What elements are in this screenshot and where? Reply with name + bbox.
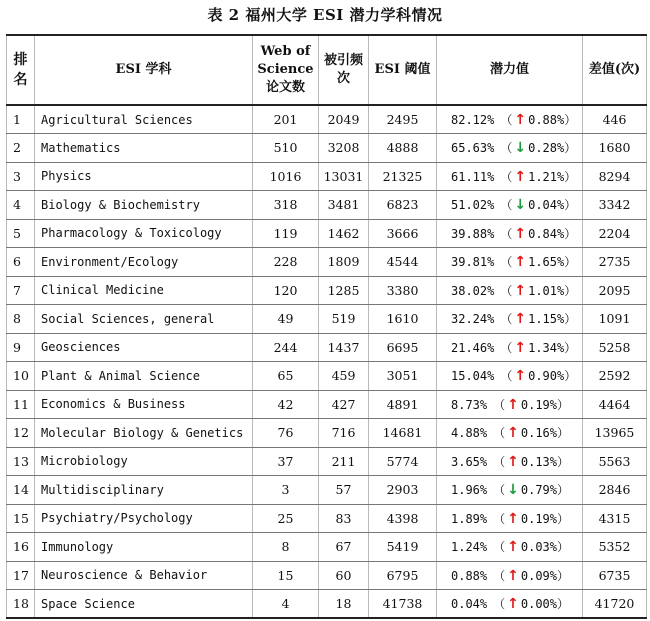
gap-cell: 41720 (583, 590, 647, 619)
close-paren: ） (557, 568, 570, 583)
subject-cell: Mathematics (35, 134, 253, 163)
close-paren: ） (564, 255, 577, 270)
open-paren: （ (493, 454, 506, 469)
arrow-up-icon: ↑ (507, 453, 519, 470)
table-row (7, 390, 647, 419)
rank-cell: 11 (7, 390, 35, 419)
gap-cell: 2592 (583, 362, 647, 391)
potential-value: 4.88% (451, 426, 488, 441)
table-row (7, 333, 647, 362)
subject-cell: Clinical Medicine (35, 276, 253, 305)
table-row (7, 533, 647, 562)
potential-cell (437, 447, 583, 476)
citations-cell: 211 (319, 447, 369, 476)
potential-value: 82.12% (451, 113, 495, 127)
close-paren: ） (557, 540, 570, 555)
gap-cell: 4315 (583, 504, 647, 533)
potential-value: 38.02% (451, 283, 495, 298)
header-esi-threshold: ESI 阈值 (369, 35, 437, 105)
subject-cell: Geosciences (35, 333, 253, 362)
change-value: 0.16% (520, 426, 557, 441)
change-value: 1.21% (528, 169, 565, 184)
threshold-cell: 4398 (369, 504, 437, 533)
wos-papers-cell: 119 (253, 219, 319, 248)
table-row (7, 504, 647, 533)
potential-change (493, 540, 569, 554)
wos-papers-cell: 4 (253, 590, 319, 619)
table-row (7, 561, 647, 590)
close-paren: ） (564, 226, 577, 241)
potential-cell (437, 105, 583, 134)
wos-papers-cell: 37 (253, 447, 319, 476)
open-paren: （ (500, 113, 513, 127)
change-value: 0.84% (528, 226, 565, 241)
arrow-up-icon: ↑ (507, 396, 519, 413)
citations-cell: 57 (319, 476, 369, 505)
gap-cell: 3342 (583, 191, 647, 220)
change-value: 1.01% (528, 283, 565, 298)
change-value: 0.04% (528, 198, 565, 213)
table-row (7, 276, 647, 305)
citations-cell: 3208 (319, 134, 369, 163)
potential-value: 65.63% (451, 141, 495, 156)
close-paren: ） (557, 483, 570, 498)
open-paren: （ (500, 312, 513, 327)
change-value: 0.19% (520, 397, 557, 412)
potential-change (493, 455, 569, 469)
arrow-up-icon: ↑ (514, 225, 527, 242)
gap-cell: 5563 (583, 447, 647, 476)
table-row (7, 134, 647, 163)
open-paren: （ (493, 568, 506, 583)
potential-value: 1.96% (451, 483, 488, 498)
wos-papers-cell: 201 (253, 105, 319, 134)
potential-cell (437, 191, 583, 220)
close-paren: ） (564, 169, 577, 184)
open-paren: （ (493, 426, 506, 441)
rank-cell: 14 (7, 476, 35, 505)
citations-cell: 13031 (319, 162, 369, 191)
potential-cell (437, 419, 583, 448)
potential-change (493, 569, 569, 583)
change-value: 1.65% (528, 255, 565, 270)
close-paren: ） (564, 340, 577, 355)
threshold-cell: 14681 (369, 419, 437, 448)
potential-change (500, 170, 576, 184)
subject-cell: Environment/Ecology (35, 248, 253, 277)
potential-cell (437, 561, 583, 590)
arrow-up-icon: ↑ (507, 596, 519, 612)
arrow-up-icon: ↑ (514, 112, 527, 128)
change-value: 1.15% (528, 312, 565, 327)
close-paren: ） (564, 283, 577, 298)
rank-cell: 12 (7, 419, 35, 448)
table-row (7, 419, 647, 448)
subject-cell: Immunology (35, 533, 253, 562)
threshold-cell: 4888 (369, 134, 437, 163)
citations-cell: 716 (319, 419, 369, 448)
potential-change (500, 284, 576, 298)
change-value: 0.09% (520, 568, 557, 583)
threshold-cell: 6823 (369, 191, 437, 220)
wos-papers-cell: 8 (253, 533, 319, 562)
open-paren: （ (500, 198, 513, 213)
header-rank: 排名 (7, 35, 35, 105)
close-paren: ） (557, 426, 570, 441)
table-row (7, 362, 647, 391)
table-row (7, 305, 647, 334)
potential-cell (437, 276, 583, 305)
potential-value: 21.46% (451, 340, 495, 355)
potential-cell (437, 248, 583, 277)
threshold-cell: 4891 (369, 390, 437, 419)
open-paren: （ (493, 540, 506, 555)
close-paren: ） (557, 397, 570, 412)
subject-cell: Agricultural Sciences (35, 105, 253, 134)
arrow-up-icon: ↑ (507, 539, 519, 556)
header-row (7, 35, 647, 105)
change-value: 0.19% (520, 511, 557, 526)
arrow-up-icon: ↑ (514, 168, 527, 185)
citations-cell: 1285 (319, 276, 369, 305)
wos-papers-cell: 120 (253, 276, 319, 305)
arrow-up-icon: ↑ (507, 510, 519, 527)
potential-value: 8.73% (451, 397, 488, 412)
subject-cell: Multidisciplinary (35, 476, 253, 505)
wos-papers-cell: 76 (253, 419, 319, 448)
open-paren: （ (500, 369, 513, 384)
threshold-cell: 3051 (369, 362, 437, 391)
potential-cell (437, 390, 583, 419)
table-row (7, 447, 647, 476)
potential-cell (437, 362, 583, 391)
table-row (7, 162, 647, 191)
close-paren: ） (564, 312, 577, 327)
gap-cell: 4464 (583, 390, 647, 419)
potential-change (500, 369, 576, 383)
table-row (7, 248, 647, 277)
change-value: 0.28% (528, 141, 565, 156)
gap-cell: 8294 (583, 162, 647, 191)
wos-papers-cell: 65 (253, 362, 319, 391)
arrow-down-icon: ↓ (514, 140, 527, 157)
threshold-cell: 2495 (369, 105, 437, 134)
potential-cell (437, 219, 583, 248)
rank-cell: 10 (7, 362, 35, 391)
close-paren: ） (557, 597, 570, 611)
subject-cell: Plant & Animal Science (35, 362, 253, 391)
arrow-up-icon: ↑ (514, 339, 527, 356)
wos-papers-cell: 49 (253, 305, 319, 334)
change-value: 0.03% (520, 540, 557, 555)
header-potential: 潜力值 (437, 35, 583, 105)
citations-cell: 459 (319, 362, 369, 391)
potential-change (493, 512, 569, 526)
table-body (7, 105, 647, 618)
potential-change (493, 483, 569, 497)
arrow-up-icon: ↑ (514, 311, 527, 328)
arrow-up-icon: ↑ (514, 368, 527, 385)
threshold-cell: 5419 (369, 533, 437, 562)
rank-cell: 13 (7, 447, 35, 476)
subject-cell: Microbiology (35, 447, 253, 476)
rank-cell: 7 (7, 276, 35, 305)
open-paren: （ (500, 255, 513, 270)
change-value: 1.34% (528, 340, 565, 355)
arrow-up-icon: ↑ (514, 254, 527, 271)
subject-cell: Psychiatry/Psychology (35, 504, 253, 533)
change-value: 0.88% (528, 113, 565, 127)
citations-cell: 3481 (319, 191, 369, 220)
rank-cell: 9 (7, 333, 35, 362)
potential-value: 51.02% (451, 198, 495, 213)
open-paren: （ (500, 283, 513, 298)
rank-cell: 1 (7, 105, 35, 134)
gap-cell: 2735 (583, 248, 647, 277)
wos-papers-cell: 3 (253, 476, 319, 505)
citations-cell: 83 (319, 504, 369, 533)
table-row (7, 219, 647, 248)
gap-cell: 13965 (583, 419, 647, 448)
arrow-up-icon: ↑ (514, 282, 527, 299)
open-paren: （ (500, 226, 513, 241)
wos-papers-cell: 510 (253, 134, 319, 163)
subject-cell: Biology & Biochemistry (35, 191, 253, 220)
close-paren: ） (564, 198, 577, 213)
potential-change (493, 398, 569, 412)
open-paren: （ (500, 141, 513, 156)
threshold-cell: 3666 (369, 219, 437, 248)
esi-potential-table (6, 34, 647, 619)
potential-value: 0.88% (451, 568, 488, 583)
potential-change (500, 312, 576, 326)
potential-cell (437, 504, 583, 533)
open-paren: （ (493, 511, 506, 526)
wos-papers-cell: 244 (253, 333, 319, 362)
rank-cell: 17 (7, 561, 35, 590)
close-paren: ） (557, 511, 570, 526)
open-paren: （ (493, 597, 506, 611)
threshold-cell: 5774 (369, 447, 437, 476)
subject-cell: Molecular Biology & Genetics (35, 419, 253, 448)
potential-value: 32.24% (451, 312, 495, 327)
citations-cell: 60 (319, 561, 369, 590)
subject-cell: Neuroscience & Behavior (35, 561, 253, 590)
table-title: 表 2 福州大学 ESI 潜力学科情况 (207, 6, 443, 24)
wos-papers-cell: 15 (253, 561, 319, 590)
table-row (7, 590, 647, 619)
potential-value: 3.65% (451, 454, 488, 469)
header-gap: 差值(次) (583, 35, 647, 105)
gap-cell: 5352 (583, 533, 647, 562)
gap-cell: 5258 (583, 333, 647, 362)
citations-cell: 1437 (319, 333, 369, 362)
potential-value: 1.24% (451, 540, 488, 555)
rank-cell: 16 (7, 533, 35, 562)
potential-cell (437, 476, 583, 505)
potential-change (493, 597, 569, 611)
threshold-cell: 4544 (369, 248, 437, 277)
potential-change (500, 141, 576, 155)
close-paren: ） (564, 113, 577, 127)
open-paren: （ (500, 340, 513, 355)
header-wos-papers: Web of Science 论文数 (253, 35, 319, 105)
citations-cell: 2049 (319, 105, 369, 134)
rank-cell: 5 (7, 219, 35, 248)
gap-cell: 446 (583, 105, 647, 134)
potential-cell (437, 162, 583, 191)
rank-cell: 3 (7, 162, 35, 191)
rank-cell: 18 (7, 590, 35, 619)
citations-cell: 67 (319, 533, 369, 562)
table-row (7, 476, 647, 505)
potential-value: 61.11% (451, 169, 495, 184)
open-paren: （ (493, 397, 506, 412)
table-header (7, 35, 647, 105)
arrow-up-icon: ↑ (507, 567, 519, 584)
subject-cell: Economics & Business (35, 390, 253, 419)
wos-papers-cell: 228 (253, 248, 319, 277)
potential-cell (437, 533, 583, 562)
threshold-cell: 6695 (369, 333, 437, 362)
gap-cell: 2846 (583, 476, 647, 505)
threshold-cell: 3380 (369, 276, 437, 305)
wos-papers-cell: 25 (253, 504, 319, 533)
potential-value: 39.88% (451, 226, 495, 241)
potential-value: 1.89% (451, 511, 488, 526)
close-paren: ） (564, 141, 577, 156)
open-paren: （ (493, 483, 506, 498)
rank-cell: 4 (7, 191, 35, 220)
potential-cell (437, 590, 583, 619)
potential-change (500, 198, 576, 212)
gap-cell: 1680 (583, 134, 647, 163)
potential-cell (437, 305, 583, 334)
arrow-down-icon: ↓ (507, 482, 519, 499)
change-value: 0.79% (520, 483, 557, 498)
citations-cell: 1809 (319, 248, 369, 277)
rank-cell: 15 (7, 504, 35, 533)
header-subject: ESI 学科 (35, 35, 253, 105)
close-paren: ） (557, 454, 570, 469)
gap-cell: 2204 (583, 219, 647, 248)
wos-papers-cell: 42 (253, 390, 319, 419)
change-value: 0.90% (528, 369, 565, 384)
open-paren: （ (500, 169, 513, 184)
rank-cell: 2 (7, 134, 35, 163)
arrow-down-icon: ↓ (514, 197, 527, 214)
potential-value: 39.81% (451, 255, 495, 270)
threshold-cell: 21325 (369, 162, 437, 191)
rank-cell: 8 (7, 305, 35, 334)
potential-change (500, 341, 576, 355)
gap-cell: 1091 (583, 305, 647, 334)
potential-value: 15.04% (451, 369, 495, 384)
subject-cell: Physics (35, 162, 253, 191)
header-citations: 被引频次 (319, 35, 369, 105)
threshold-cell: 6795 (369, 561, 437, 590)
citations-cell: 1462 (319, 219, 369, 248)
potential-value: 0.04% (451, 597, 488, 611)
wos-papers-cell: 1016 (253, 162, 319, 191)
rank-cell: 6 (7, 248, 35, 277)
change-value: 0.13% (520, 454, 557, 469)
subject-cell: Pharmacology & Toxicology (35, 219, 253, 248)
subject-cell: Social Sciences, general (35, 305, 253, 334)
threshold-cell: 1610 (369, 305, 437, 334)
threshold-cell: 2903 (369, 476, 437, 505)
table-row (7, 191, 647, 220)
arrow-up-icon: ↑ (507, 425, 519, 442)
potential-cell (437, 333, 583, 362)
wos-papers-cell: 318 (253, 191, 319, 220)
threshold-cell: 41738 (369, 590, 437, 619)
gap-cell: 2095 (583, 276, 647, 305)
close-paren: ） (564, 369, 577, 384)
subject-cell: Space Science (35, 590, 253, 619)
table-row (7, 105, 647, 134)
citations-cell: 18 (319, 590, 369, 619)
potential-change (493, 426, 569, 440)
potential-cell (437, 134, 583, 163)
potential-change (500, 113, 576, 127)
change-value: 0.00% (520, 597, 557, 611)
potential-change (500, 227, 576, 241)
citations-cell: 427 (319, 390, 369, 419)
gap-cell: 6735 (583, 561, 647, 590)
citations-cell: 519 (319, 305, 369, 334)
potential-change (500, 255, 576, 269)
